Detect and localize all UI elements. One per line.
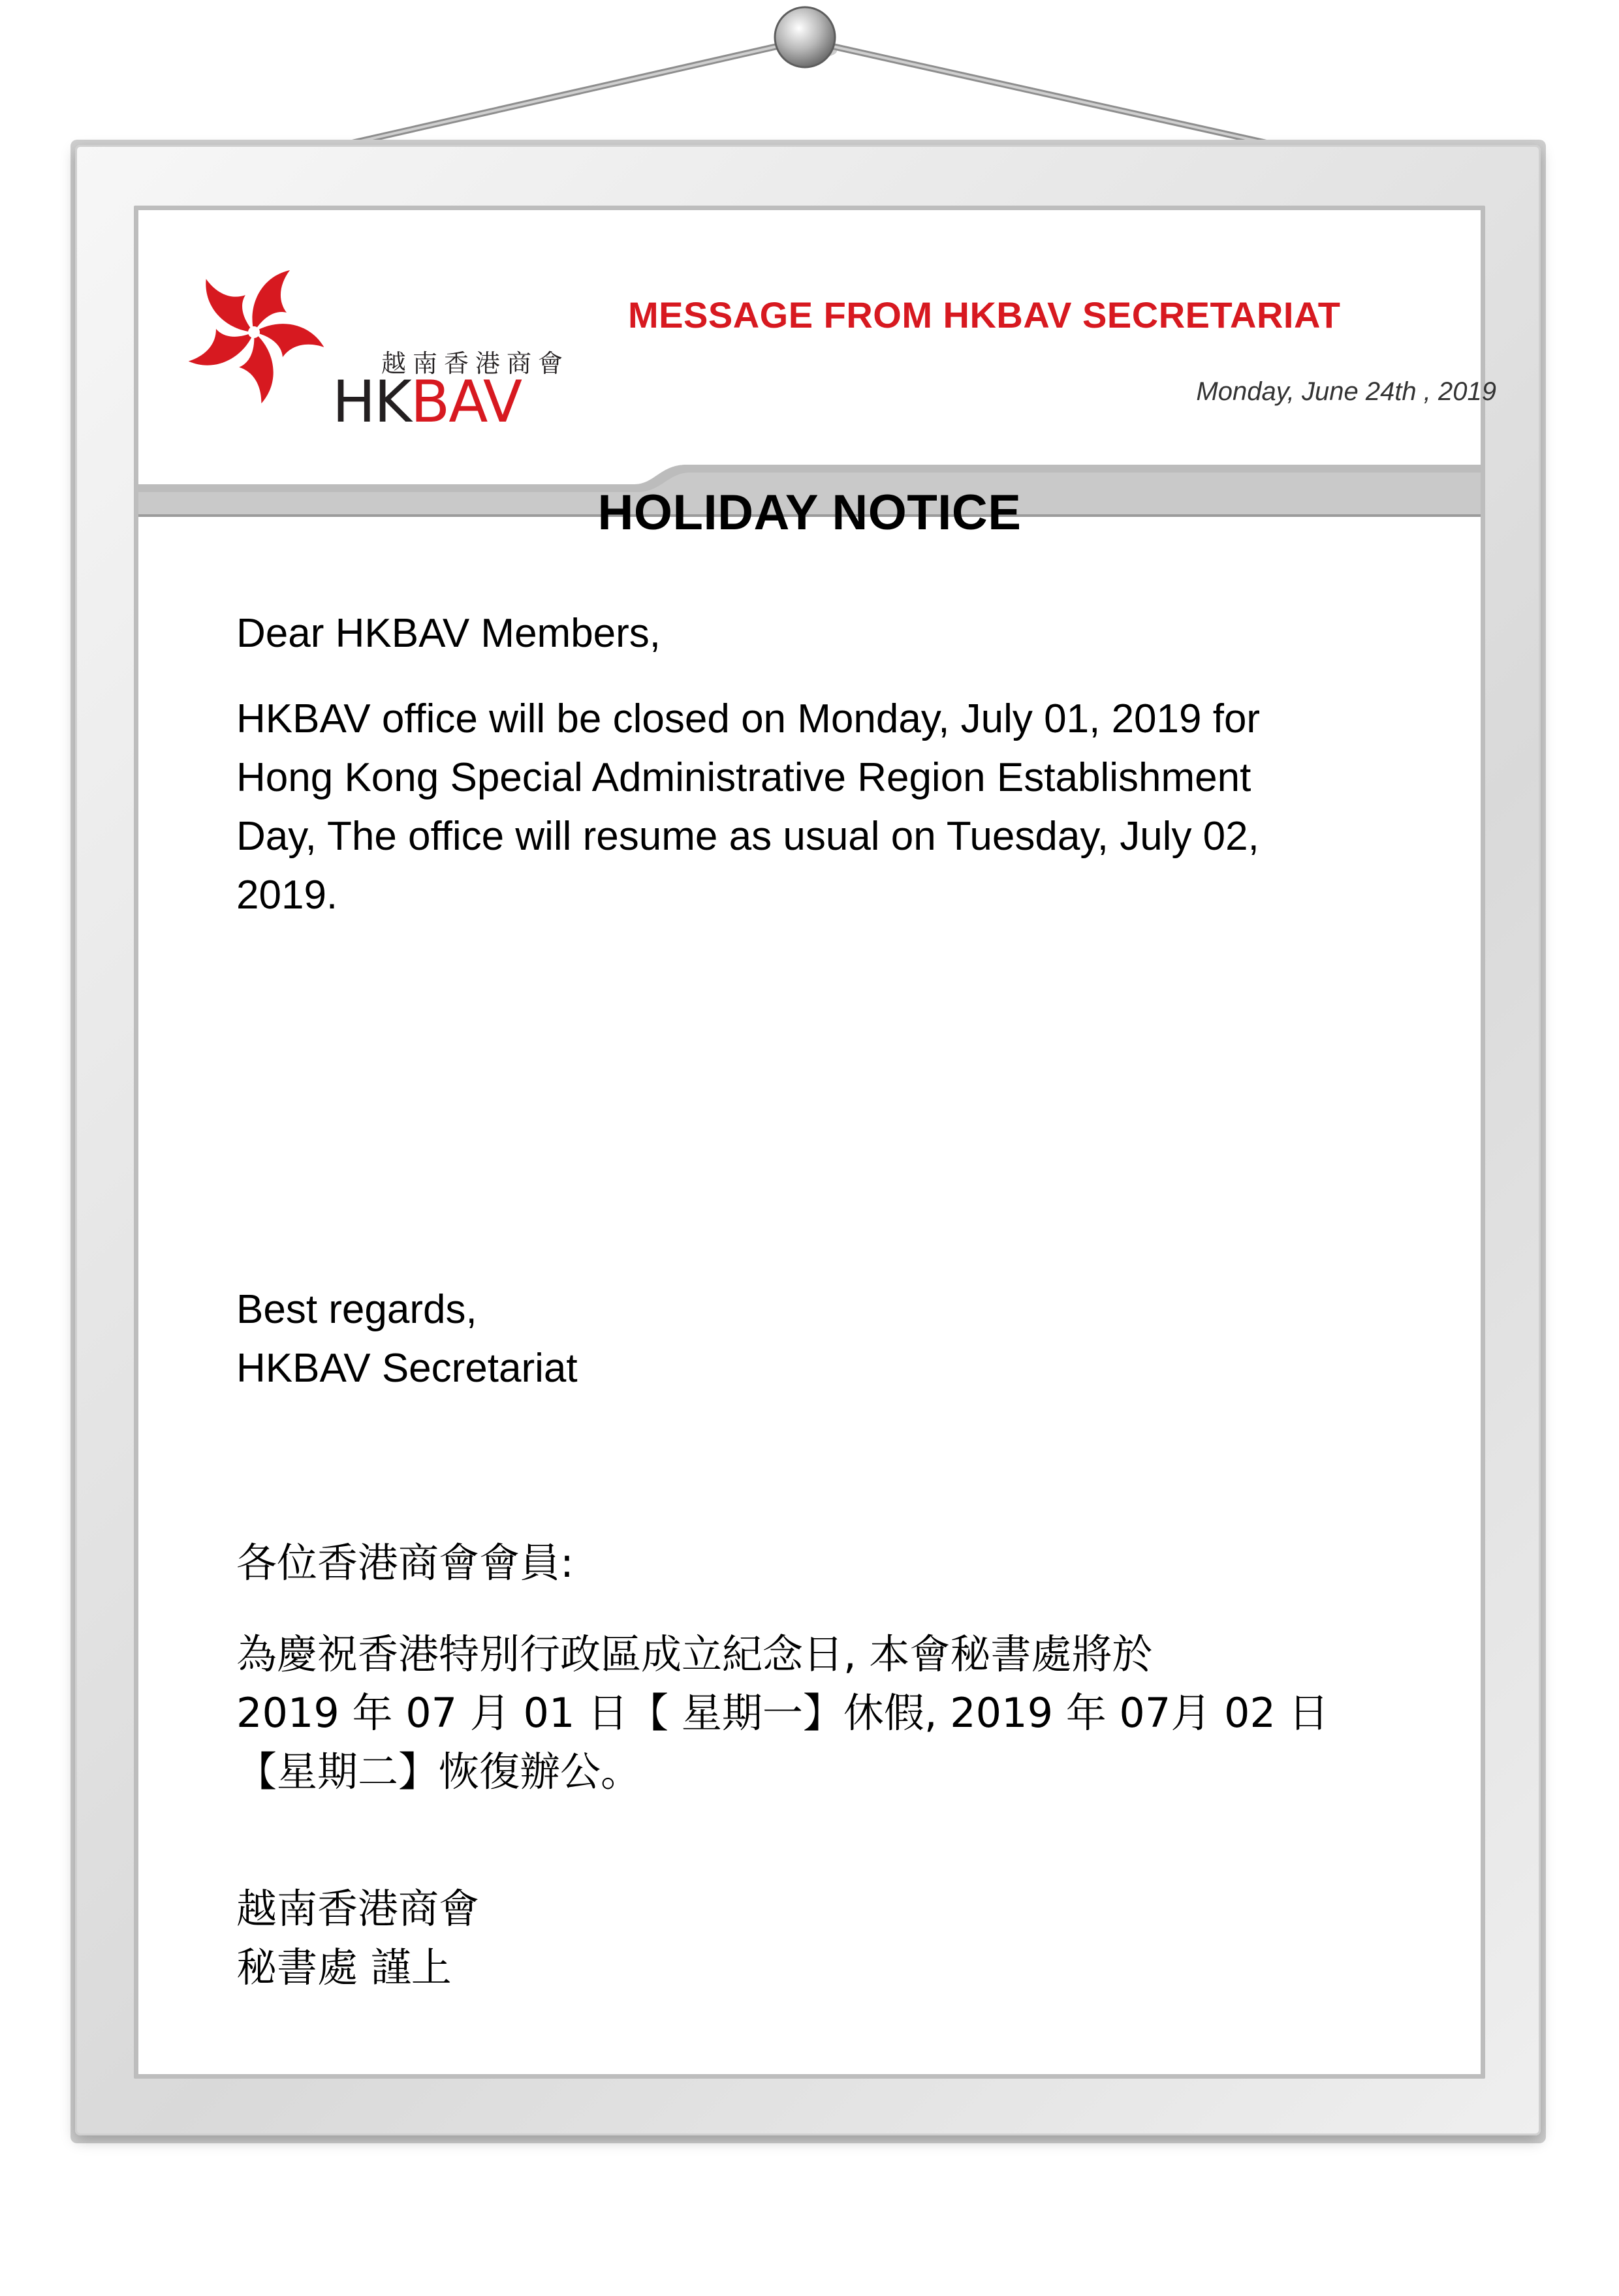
- chinese-paragraph: [236, 1625, 1385, 1801]
- logo-wordmark: [332, 368, 521, 435]
- chinese-closing: [236, 1880, 1385, 1997]
- paragraph-line: HKBAV office will be closed on Monday, July 01, 2019 for: [236, 696, 1261, 741]
- message-title: MESSAGE FROM HKBAV SECRETARIAT: [628, 294, 1341, 335]
- paragraph-line: Day, The office will resume as usual on Tuesday, July 02,: [236, 814, 1259, 859]
- chinese-closing-line: 秘書處 謹上: [236, 1944, 452, 1991]
- english-closing: [236, 1280, 1385, 1398]
- chinese-paragraph-line: 2019 年 07 月 01 日【 星期一】休假, 2019 年 07月 02 日: [236, 1689, 1329, 1737]
- notice-title: HOLIDAY NOTICE: [597, 485, 1022, 540]
- chinese-salutation: 各位香港商會會員:: [236, 1539, 574, 1587]
- pin-icon: [775, 7, 835, 67]
- bauhinia-flower-icon: [172, 257, 336, 407]
- english-paragraph: [236, 690, 1385, 925]
- notice-paper: [138, 210, 1496, 2074]
- chinese-closing-line: 越南香港商會: [236, 1885, 480, 1932]
- chinese-paragraph-line: 【星期二】恢復辦公。: [236, 1748, 642, 1795]
- paragraph-line: Hong Kong Special Administrative Region Establishment: [236, 755, 1251, 800]
- message-date: Monday, June 24th , 2019: [1196, 377, 1496, 406]
- closing-line: HKBAV Secretariat: [236, 1346, 578, 1391]
- chinese-paragraph-line: 為慶祝香港特別行政區成立紀念日, 本會秘書處將於: [236, 1630, 1153, 1678]
- english-salutation: Dear HKBAV Members,: [236, 611, 661, 656]
- logo-wordmark-bav: BAV: [410, 368, 522, 435]
- closing-line: Best regards,: [236, 1287, 477, 1332]
- hkbav-logo: [172, 257, 577, 435]
- logo-chinese-name: 越南香港商會: [381, 349, 570, 378]
- logo-wordmark-hk: HK: [332, 368, 411, 435]
- paragraph-line: 2019.: [236, 873, 338, 918]
